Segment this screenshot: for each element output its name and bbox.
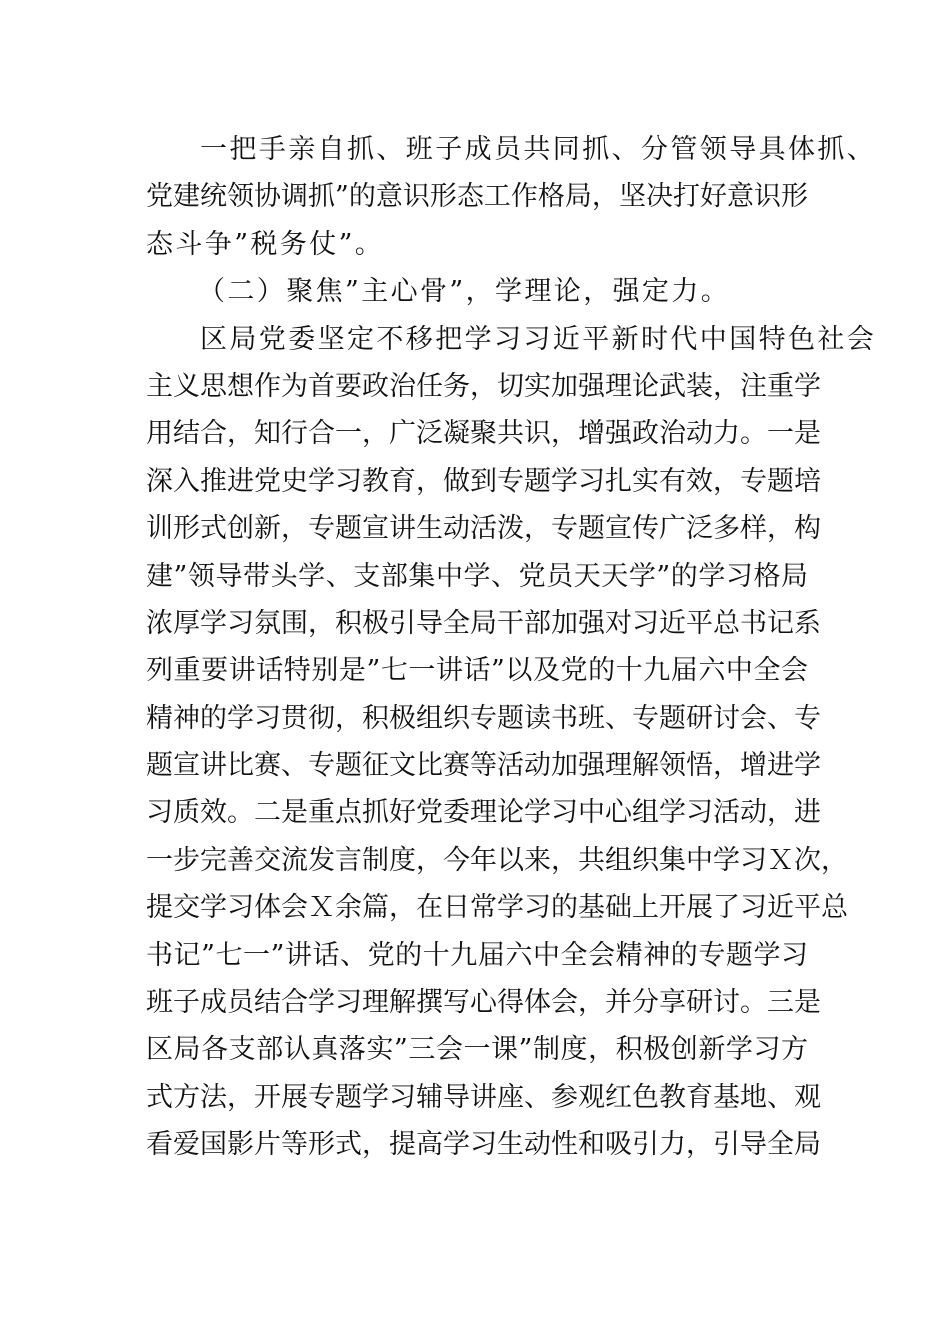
text-line-7: 用结合，知行合一，广泛凝聚共识，增强政治动力。一是 (146, 418, 821, 450)
text-line-8: 深入推进党史学习教育，做到专题学习扎实有效，专题培 (146, 465, 821, 497)
text-line-2: 党建统领协调抓”的意识形态工作格局，坚决打好意识形 (146, 181, 808, 213)
text-line-10: 建”领导带头学、支部集中学、党员天天学”的学习格局 (146, 560, 808, 592)
text-line-20: 区局各支部认真落实”三会一课”制度，积极创新学习方 (146, 1034, 808, 1066)
text-line-3: 态斗争”税务仗”。 (146, 228, 385, 260)
text-line-5: 区局党委坚定不移把学习习近平新时代中国特色社会 (200, 323, 877, 355)
text-line-21: 式方法，开展专题学习辅导讲座、参观红色教育基地、观 (146, 1081, 821, 1113)
text-line-15: 习质效。二是重点抓好党委理论学习中心组学习活动，进 (146, 797, 821, 829)
text-line-19: 班子成员结合学习理解撰写心得体会，并分享研讨。三是 (146, 987, 821, 1019)
section-heading: （二）聚焦”主心骨”，学理论，强定力。 (198, 276, 731, 308)
text-line-6: 主义思想作为首要政治任务，切实加强理论武装，注重学 (146, 370, 821, 402)
text-line-9: 训形式创新，专题宣讲生动活泼，专题宣传广泛多样，构 (146, 513, 821, 545)
text-line-16: 一步完善交流发言制度，今年以来，共组织集中学习Ｘ次， (146, 844, 848, 876)
text-line-1: 一把手亲自抓、班子成员共同抓、分管领导具体抓、 (200, 134, 877, 165)
text-line-11: 浓厚学习氛围，积极引导全局干部加强对习近平总书记系 (146, 607, 821, 639)
text-line-22: 看爱国影片等形式，提高学习生动性和吸引力，引导全局 (146, 1129, 821, 1161)
text-line-17: 提交学习体会Ｘ余篇，在日常学习的基础上开展了习近平总 (146, 892, 848, 924)
text-line-14: 题宣讲比赛、专题征文比赛等活动加强理解领悟，增进学 (146, 750, 821, 782)
text-line-13: 精神的学习贯彻，积极组织专题读书班、专题研讨会、专 (146, 702, 821, 734)
text-line-12: 列重要讲话特别是”七一讲话”以及党的十九届六中全会 (146, 655, 808, 687)
document-body (146, 126, 877, 1169)
text-line-18: 书记”七一”讲话、党的十九届六中全会精神的专题学习 (146, 939, 808, 971)
